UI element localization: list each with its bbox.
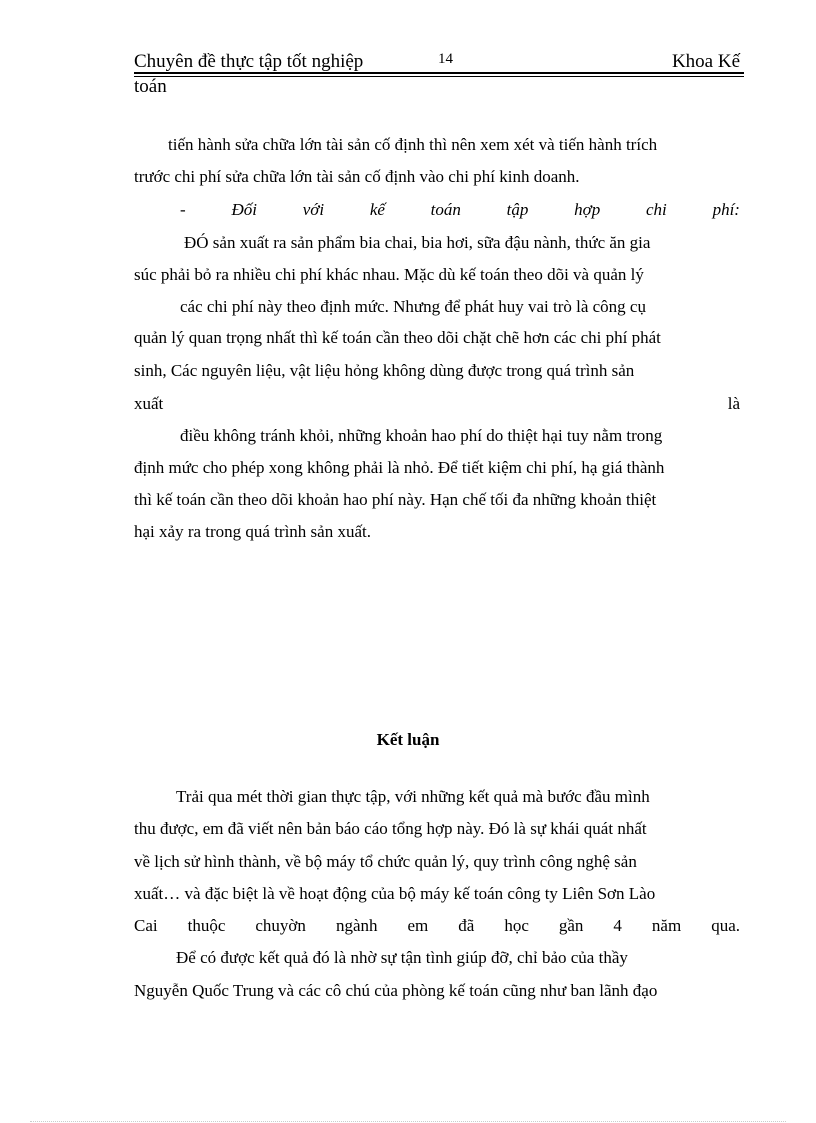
header-continuation: toán <box>134 76 167 97</box>
bullet-word: hợp <box>574 200 601 219</box>
word: xuất <box>134 394 164 413</box>
text-line: súc phải bỏ ra nhiều chi phí khác nhau. Mặc dù kế toán theo dõi và quản lý <box>134 265 644 284</box>
page-bottom-rule <box>30 1121 786 1122</box>
word: Cai <box>134 916 158 935</box>
text-line: Trải qua mét thời gian thực tập, với những kết quả mà bước đầu mình <box>176 787 650 806</box>
word: em <box>407 916 429 935</box>
text-line: định mức cho phép xong không phải là nhỏ. Để tiết kiệm chi phí, hạ giá thành <box>134 458 665 477</box>
bullet-word: với <box>302 200 325 219</box>
word: gần <box>558 916 584 935</box>
word: chuyờn <box>255 916 306 935</box>
header-rule-thin <box>134 76 744 77</box>
bullet-word: chi <box>646 200 667 219</box>
text-line: về lịch sử hình thành, về bộ máy tổ chức quản lý, quy trình công nghệ sản <box>134 852 637 871</box>
text-line: trước chi phí sửa chữa lớn tài sản cố định vào chi phí kinh doanh. <box>134 167 580 186</box>
header-department: Khoa Kế <box>671 51 740 72</box>
bullet-dash: - <box>180 200 186 219</box>
section-title: Kết luận <box>376 730 440 749</box>
word: là <box>727 394 740 413</box>
text-line: quản lý quan trọng nhất thì kế toán cần theo dõi chặt chẽ hơn các chi phí phát <box>134 328 661 347</box>
word: thuộc <box>187 916 226 935</box>
text-line: tiến hành sửa chữa lớn tài sản cố định thì nên xem xét và tiến hành trích <box>168 135 658 154</box>
header-title: Chuyên đề thực tập tốt nghiệp <box>134 51 364 72</box>
text-line: Để có được kết quả đó là nhờ sự tận tình giúp đỡ, chỉ bảo của thầy <box>176 948 628 967</box>
word: học <box>504 916 529 935</box>
word: 4 <box>613 916 622 935</box>
page-number: 14 <box>438 51 453 67</box>
header-rule <box>134 72 744 74</box>
text-line: ĐÓ sản xuất ra sản phẩm bia chai, bia hơi, sữa đậu nành, thức ăn gia <box>184 233 651 252</box>
text-line: các chi phí này theo định mức. Nhưng để phát huy vai trò là công cụ <box>180 297 646 316</box>
bullet-word: kế <box>369 200 385 219</box>
bullet-word: Đối <box>231 200 257 219</box>
text-line: xuất… và đặc biệt là về hoạt động của bộ máy kế toán công ty Liên Sơn Lào <box>134 884 656 903</box>
text-line: hại xảy ra trong quá trình sản xuất. <box>134 522 371 541</box>
text-line: thu được, em đã viết nên bản báo cáo tổng hợp này. Đó là sự khái quát nhất <box>134 819 647 838</box>
text-line: Nguyễn Quốc Trung và các cô chú của phòng kế toán cũng như ban lãnh đạo <box>134 981 658 1000</box>
word: năm <box>651 916 682 935</box>
word: qua. <box>711 916 740 935</box>
bullet-heading <box>180 199 740 221</box>
text-line: điều không tránh khỏi, những khoản hao phí do thiệt hại tuy nằm trong <box>180 426 663 445</box>
word: đã <box>458 916 475 935</box>
text-line: thì kế toán cần theo dõi khoản hao phí này. Hạn chế tối đa những khoản thiệt <box>134 490 657 509</box>
text-line <box>134 393 740 415</box>
bullet-word: toán <box>430 200 461 219</box>
page-header <box>134 46 744 76</box>
bullet-word: tập <box>506 200 529 219</box>
text-line <box>134 915 740 937</box>
bullet-word: phí: <box>712 200 740 219</box>
word: ngành <box>335 916 378 935</box>
text-line: sinh, Các nguyên liệu, vật liệu hỏng không dùng được trong quá trình sản <box>134 361 635 380</box>
